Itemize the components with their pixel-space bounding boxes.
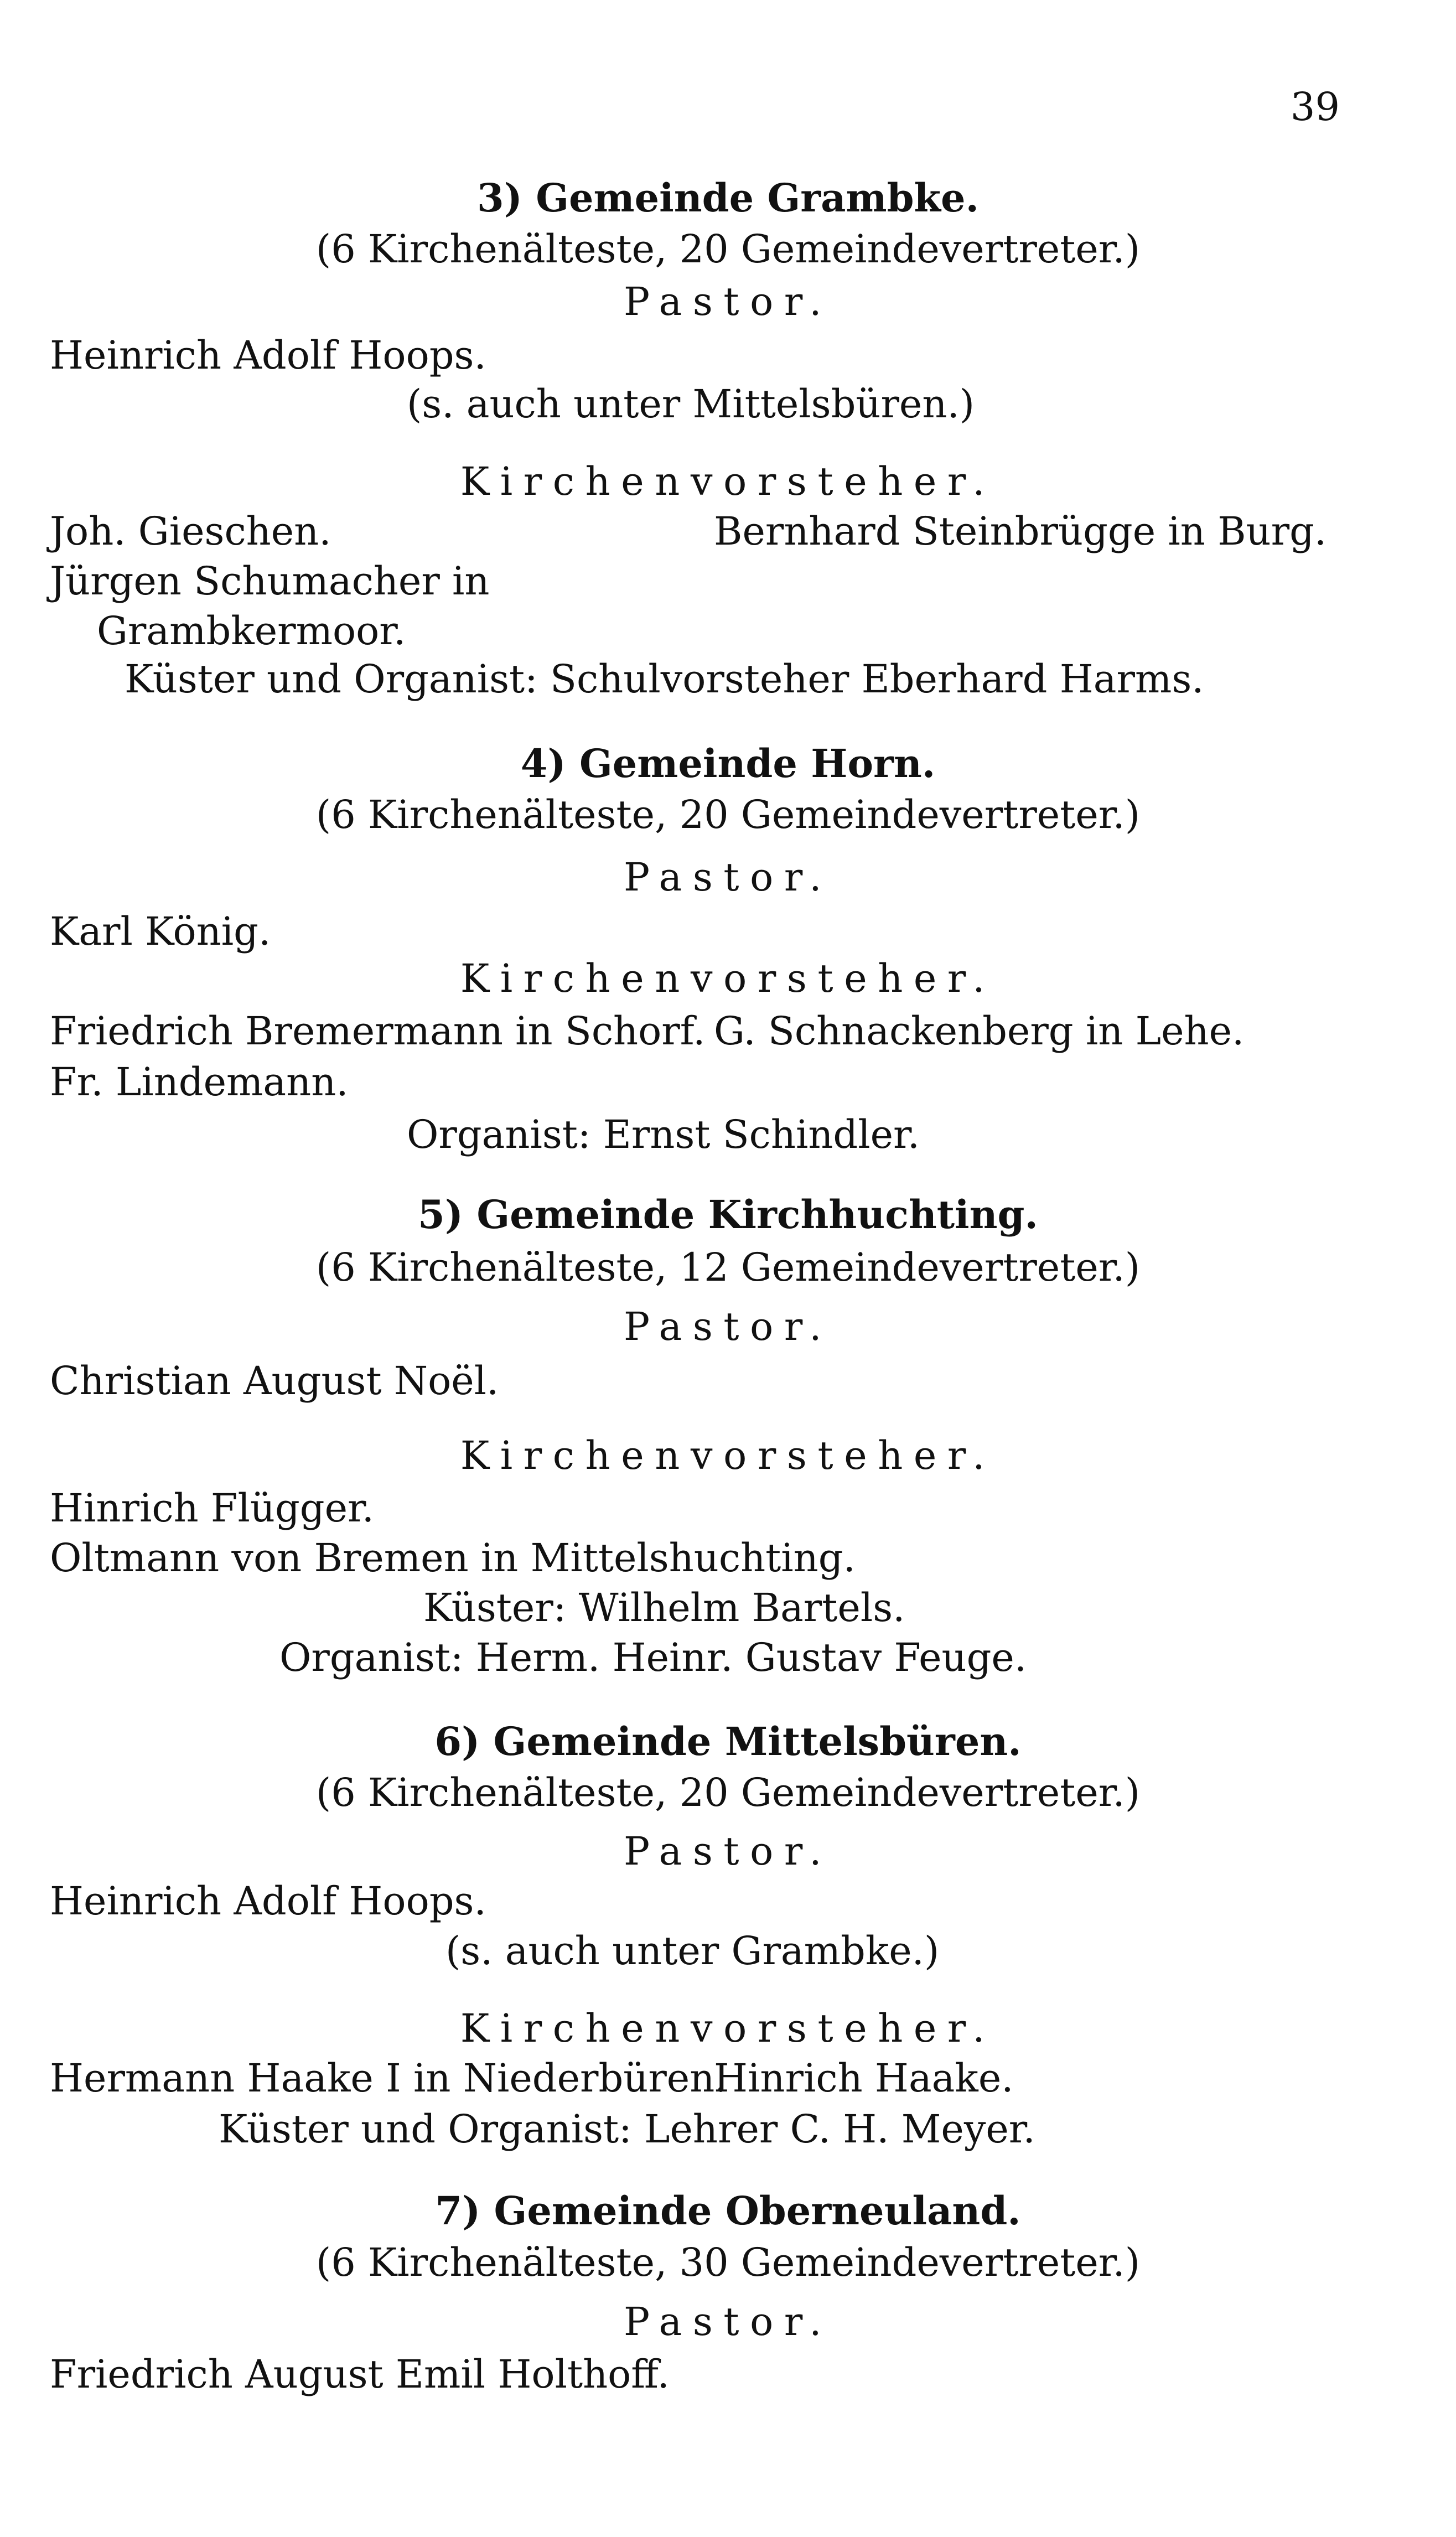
pastor-name: Friedrich August Emil Holthoff. [50,2352,670,2397]
page-number: 39 [1290,84,1340,130]
vorsteher-label: Kirchenvorsteher. [460,2006,996,2051]
vorsteher-label: Kirchenvorsteher. [460,1433,996,1478]
section-heading-oberneuland: 7) Gemeinde Oberneuland. [435,2188,1021,2234]
vorsteher-entry: Hermann Haake I in Niederbüren. [50,2056,727,2101]
section-heading-horn: 4) Gemeinde Horn. [520,741,936,786]
pastor-name: Heinrich Adolf Hoops. [50,333,486,378]
pastor-label: Pastor. [623,855,833,900]
pastor-note: (s. auch unter Grambke.) [445,1928,940,1974]
pastor-label: Pastor. [623,1829,833,1874]
section-heading-mittelsbueren: 6) Gemeinde Mittelsbüren. [434,1718,1022,1764]
vorsteher-entry: Bernhard Steinbrügge in Burg. [714,509,1327,554]
vorsteher-entry: Joh. Gieschen. [50,509,331,554]
section-subtitle-horn: (6 Kirchenälteste, 20 Gemeindevertreter.) [315,792,1141,837]
section-heading-kirchhuchting: 5) Gemeinde Kirchhuchting. [418,1192,1038,1238]
vorsteher-entry: Fr. Lindemann. [50,1059,349,1105]
section-subtitle-oberneuland: (6 Kirchenälteste, 30 Gemeindevertreter.) [315,2240,1141,2285]
vorsteher-label: Kirchenvorsteher. [460,956,996,1001]
pastor-label: Pastor. [623,1304,833,1349]
pastor-name: Heinrich Adolf Hoops. [50,1878,486,1924]
vorsteher-entry: Jürgen Schumacher in [50,558,490,604]
section-subtitle-kirchhuchting: (6 Kirchenälteste, 12 Gemeindevertreter.) [315,1245,1141,1290]
section-subtitle-mittelsbueren: (6 Kirchenälteste, 20 Gemeindevertreter.) [315,1770,1141,1815]
office-line: Organist: Ernst Schindler. [407,1112,920,1157]
vorsteher-entry: Hinrich Flügger. [50,1485,375,1531]
pastor-name: Karl König. [50,909,271,954]
office-line: Küster und Organist: Lehrer C. H. Meyer. [219,2106,1035,2152]
vorsteher-entry: Hinrich Haake. [714,2056,1014,2101]
vorsteher-entry: G. Schnackenberg in Lehe. [714,1008,1245,1054]
vorsteher-entry: Grambkermoor. [97,608,406,654]
vorsteher-entry: Friedrich Bremermann in Schorf. [50,1008,706,1054]
section-heading-grambke: 3) Gemeinde Grambke. [477,175,979,221]
vorsteher-label: Kirchenvorsteher. [460,459,996,504]
pastor-label: Pastor. [623,2299,833,2344]
section-subtitle-grambke: (6 Kirchenälteste, 20 Gemeindevertreter.) [315,226,1141,272]
pastor-label: Pastor. [623,279,833,324]
vorsteher-entry: Oltmann von Bremen in Mittelshuchting. [50,1535,856,1581]
pastor-note: (s. auch unter Mittelsbüren.) [407,381,975,427]
office-line: Küster: Wilhelm Bartels. [423,1585,905,1630]
pastor-name: Christian August Noël. [50,1358,499,1404]
office-line: Organist: Herm. Heinr. Gustav Feuge. [279,1635,1027,1680]
office-line: Küster und Organist: Schulvorsteher Eberhard Harms. [125,656,1204,702]
